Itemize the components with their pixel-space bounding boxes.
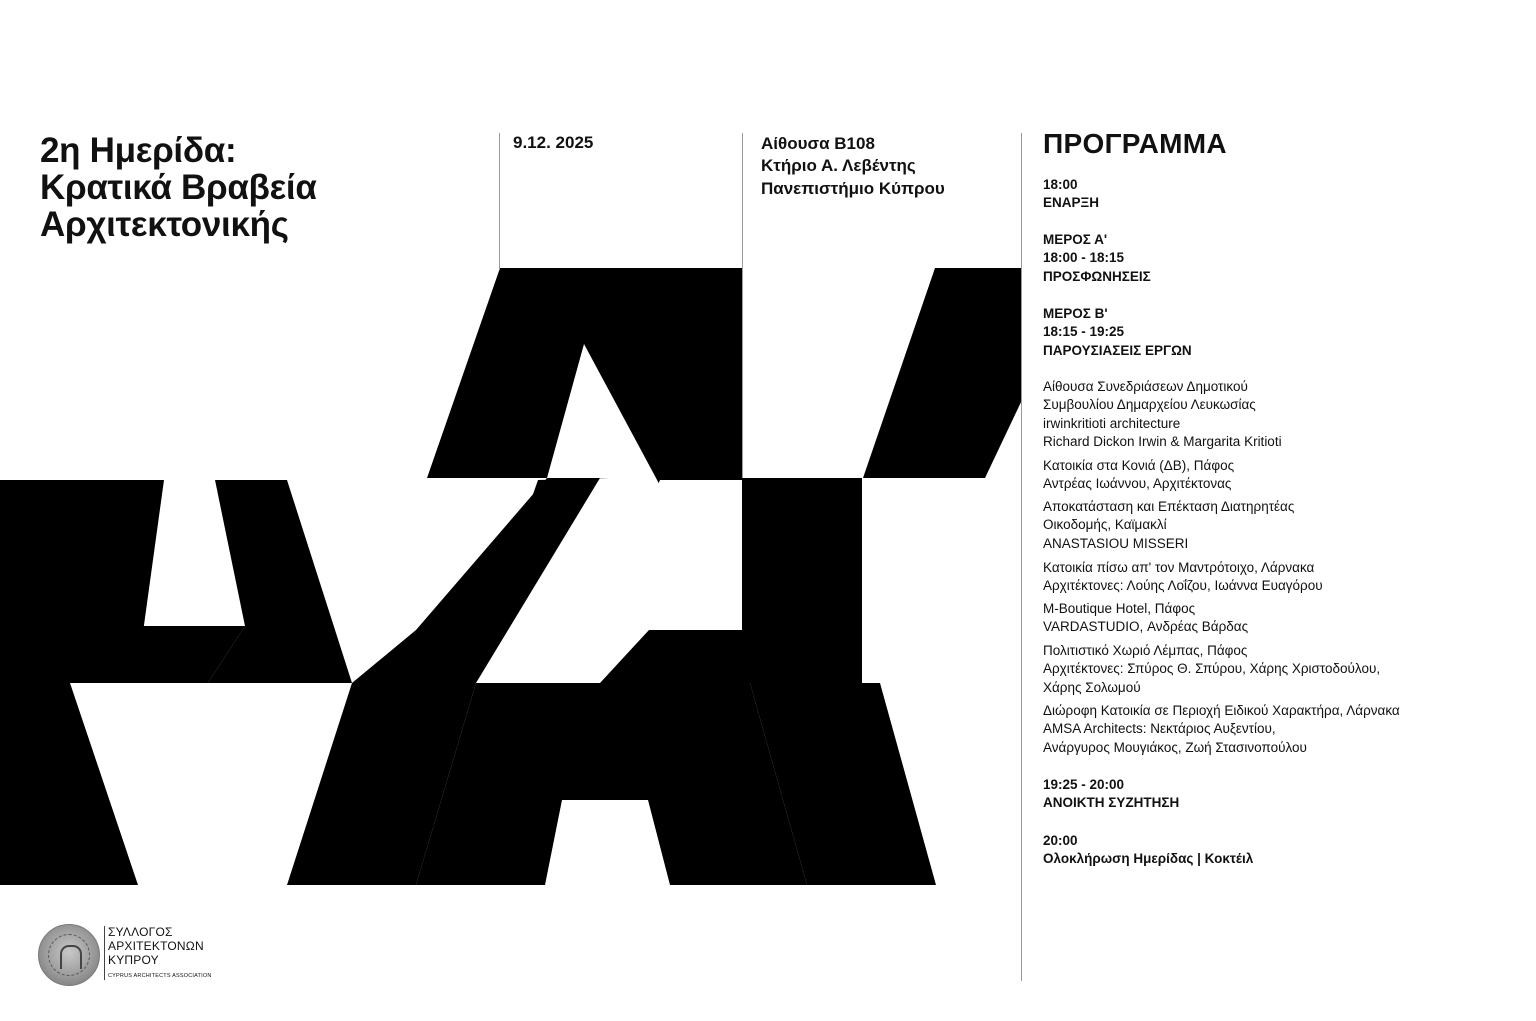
graphic-shape-a-left	[352, 478, 600, 683]
association-logo-text	[108, 926, 204, 967]
seal-icon	[38, 924, 100, 986]
opening-time: 18:00	[1043, 177, 1078, 192]
logo-line-2: ΑΡΧΙΤΕΚΤΟΝΩΝ	[108, 938, 204, 953]
title-line-3: Αρχιτεκτονικής	[40, 204, 289, 244]
logo-divider	[104, 926, 105, 980]
graphic-shape-a-base	[416, 683, 807, 885]
project-line: Συμβουλίου Δημαρχείου Λευκωσίας	[1043, 397, 1256, 413]
rule-middle	[742, 133, 743, 478]
venue-line-3: Πανεπιστήμιο Κύπρου	[761, 178, 945, 198]
closing-label: Ολοκλήρωση Ημερίδας | Κοκτέιλ	[1043, 851, 1254, 867]
project-line: Αίθουσα Συνεδριάσεων Δημοτικού	[1043, 379, 1248, 394]
part-a-title: ΠΡΟΣΦΩΝΗΣΕΙΣ	[1043, 268, 1151, 284]
closing-time: 20:00	[1043, 833, 1078, 848]
project-line: AMSA Architects: Νεκτάριος Αυξεντίου,	[1043, 721, 1276, 737]
graphic-shape-a-upper	[427, 268, 742, 478]
project-item	[1043, 498, 1294, 553]
project-line: Κατοικία στα Κονιά (ΔΒ), Πάφος	[1043, 458, 1235, 473]
programme-part-a	[1043, 231, 1151, 286]
event-date: 9.12. 2025	[513, 133, 594, 152]
project-line: Αποκατάσταση και Επέκταση Διατηρητέας	[1043, 499, 1295, 514]
venue-line-1: Αίθουσα Β108	[761, 134, 875, 153]
programme-closing	[1043, 832, 1253, 869]
programme-part-b	[1043, 305, 1192, 360]
part-a-time: 18:00 - 18:15	[1043, 250, 1125, 266]
project-item	[1043, 559, 1323, 596]
programme-discussion	[1043, 776, 1179, 813]
rule-left	[499, 133, 500, 270]
programme-opening	[1043, 176, 1099, 213]
opening-label: ΕΝΑΡΞΗ	[1043, 195, 1099, 211]
project-line: Ανάργυρος Μουγιάκος, Ζωή Στασινοπούλου	[1043, 739, 1307, 755]
project-line: Χάρης Σολωμού	[1043, 679, 1141, 695]
project-item	[1043, 457, 1234, 494]
part-b-label: ΜΕΡΟΣ Β'	[1043, 306, 1108, 321]
project-item	[1043, 642, 1380, 697]
logo-english-name: CYPRUS ARCHITECTS ASSOCIATION	[108, 973, 212, 979]
part-b-time: 18:15 - 19:25	[1043, 324, 1125, 340]
graphic-shape-accent	[863, 268, 1022, 478]
project-line: M-Boutique Hotel, Πάφος	[1043, 601, 1196, 616]
project-line: Κατοικία πίσω απ' τον Μαντρότοιχο, Λάρνακα	[1043, 560, 1315, 575]
event-venue	[761, 133, 945, 200]
programme-heading: ΠΡΟΓΡΑΜΜΑ	[1043, 128, 1227, 159]
project-line: Διώροφη Κατοικία σε Περιοχή Ειδικού Χαρακτήρα, Λάρνακα	[1043, 703, 1400, 718]
title-line-2: Κρατικά Βραβεία	[40, 167, 317, 207]
project-line: Αντρέας Ιωάννου, Αρχιτέκτονας	[1043, 476, 1232, 492]
discussion-time: 19:25 - 20:00	[1043, 777, 1125, 792]
logo-line-1: ΣΥΛΛΟΓΟΣ	[108, 925, 173, 939]
discussion-label: ΑΝΟΙΚΤΗ ΣΥΖΗΤΗΣΗ	[1043, 795, 1180, 811]
venue-line-2: Κτήριο Α. Λεβέντης	[761, 156, 916, 176]
project-line: Πολιτιστικό Χωριό Λέμπας, Πάφος	[1043, 643, 1248, 658]
project-line: Αρχιτέκτονες: Λούης Λοΐζου, Ιωάννα Ευαγόρου	[1043, 578, 1323, 594]
project-line: VARDASTUDIO, Ανδρέας Βάρδας	[1043, 619, 1249, 635]
title-line-1: 2η Ημερίδα:	[40, 131, 237, 170]
rule-right	[1021, 133, 1022, 981]
graphic-counter	[597, 480, 742, 630]
event-title	[40, 133, 460, 243]
project-item	[1043, 378, 1282, 452]
project-line: Αρχιτέκτονες: Σπύρος Θ. Σπύρου, Χάρης Χριστοδούλου,	[1043, 661, 1381, 677]
part-b-title: ΠΑΡΟΥΣΙΑΣΕΙΣ ΕΡΓΩΝ	[1043, 342, 1192, 358]
part-a-label: ΜΕΡΟΣ Α'	[1043, 232, 1108, 247]
project-line: Richard Dickon Irwin & Margarita Kritioti	[1043, 434, 1282, 450]
project-item	[1043, 702, 1400, 757]
project-line: irwinkritioti architecture	[1043, 415, 1181, 431]
logo-line-3: ΚΥΠΡΟΥ	[108, 952, 159, 967]
project-item	[1043, 600, 1248, 637]
project-line: Οικοδομής, Καϊμακλί	[1043, 517, 1167, 533]
project-line: ANASTASIOU MISSERI	[1043, 535, 1189, 551]
